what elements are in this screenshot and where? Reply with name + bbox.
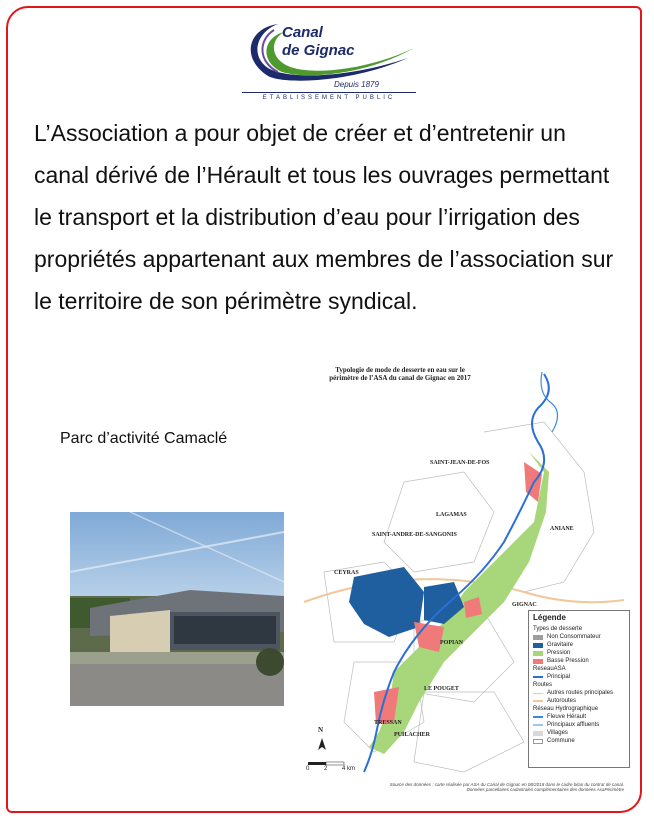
legend-group-routes-label: Routes xyxy=(533,682,553,688)
logo-divider xyxy=(242,92,416,93)
legend-swatch xyxy=(533,716,543,718)
legend-label: Autoroutes xyxy=(547,698,577,704)
north-label: N xyxy=(318,726,324,734)
legend-group-types xyxy=(533,625,625,633)
town-le-pouget: LE POUGET xyxy=(424,686,459,692)
legend-group-reseau-label: ReseauASA xyxy=(533,666,566,672)
legend-swatch xyxy=(533,700,543,702)
legend-swatch xyxy=(533,676,543,678)
legend-fleuve xyxy=(533,713,625,721)
legend-group-types-label: Types de desserte xyxy=(533,626,583,632)
legend-affluents xyxy=(533,721,625,729)
town-aniane: ANIANE xyxy=(550,526,574,532)
logo-subtitle: ETABLISSEMENT PUBLIC xyxy=(262,95,396,101)
legend-commune xyxy=(533,737,625,745)
legend-label: Pression xyxy=(547,650,571,656)
building-photo-image xyxy=(70,512,284,706)
town-saint-jean-de-fos: SAINT-JEAN-DE-FOS xyxy=(430,460,490,466)
legend-label: Gravitaire xyxy=(547,642,574,648)
camacle-photo xyxy=(70,512,284,706)
legend-villages xyxy=(533,729,625,737)
legend-label: Non Consommateur xyxy=(547,634,601,640)
legend-autres-routes xyxy=(533,689,625,697)
logo-name-line1: Canal xyxy=(282,24,323,41)
town-saint-andre: SAINT-ANDRE-DE-SANGONIS xyxy=(372,532,457,538)
legend-swatch xyxy=(533,659,543,664)
legend-swatch xyxy=(533,724,543,726)
legend-swatch xyxy=(533,643,543,648)
legend-label: Fleuve Hérault xyxy=(547,714,587,720)
legend-non-consommateur xyxy=(533,633,625,641)
legend-label: Villages xyxy=(547,730,568,736)
legend-label: Principaux affluents xyxy=(547,722,600,728)
town-popian: POPIAN xyxy=(440,640,463,646)
scale-label-4km: 4 km xyxy=(342,766,356,772)
map-title-line1: Typologie de mode de desserte en eau sur le xyxy=(335,366,465,374)
legend-label: Commune xyxy=(547,738,575,744)
town-lagamas: LAGAMAS xyxy=(436,512,467,518)
legend-label: Principal xyxy=(547,674,571,680)
town-puilacher: PUILACHER xyxy=(394,732,431,738)
desserte-map xyxy=(294,362,632,802)
legend-label: Basse Pression xyxy=(547,658,589,664)
map-title-line2: périmètre de l’ASA du canal de Gignac en 2017 xyxy=(329,374,471,382)
photo-caption: Parc d’activité Camaclé xyxy=(60,430,228,447)
legend-group-hydro xyxy=(533,705,625,713)
logo-name-line2: de Gignac xyxy=(282,42,355,59)
logo-since: Depuis 1879 xyxy=(334,80,379,89)
legend-swatch xyxy=(533,731,543,736)
legend-pression xyxy=(533,649,625,657)
legend-group-routes xyxy=(533,681,625,689)
legend-swatch xyxy=(533,635,543,640)
legend-basse-pression xyxy=(533,657,625,665)
map-source: Source des données : carte réalisée par ASA du Canal de Gignac en 08/2018 dans le cadre bilan du contrat de canal. Données parcellaires cadastrales complémentaires des données AsaPérimètre xyxy=(389,782,624,792)
zone-gravitaire xyxy=(349,567,424,637)
legend-group-reseau xyxy=(533,665,625,673)
town-ceyras: CEYRAS xyxy=(334,570,359,576)
legend-group-hydro-label: Réseau Hydrographique xyxy=(533,706,599,712)
legend-label: Autres routes principales xyxy=(547,690,614,696)
scale-labels xyxy=(304,760,364,776)
map-legend xyxy=(528,610,630,768)
association-purpose-paragraph: L’Association a pour objet de créer et d’entretenir un canal dérivé de l’Hérault et tous les ouvrages permettant le transport et la distribution d’eau pour l’irrigation des propriétés appartenant aux membres de l’association sur le territoire de son périmètre syndical. xyxy=(34,120,614,314)
legend-title: Légende xyxy=(533,613,566,622)
town-gignac: GIGNAC xyxy=(512,602,537,608)
legend-autoroutes xyxy=(533,697,625,705)
town-tressan: TRESSAN xyxy=(374,720,402,726)
legend-gravitaire xyxy=(533,641,625,649)
legend-swatch xyxy=(533,651,543,656)
north-arrow-icon xyxy=(318,738,326,750)
canal-de-gignac-logo xyxy=(238,18,418,106)
legend-swatch xyxy=(533,693,543,694)
legend-principal xyxy=(533,673,625,681)
legend-swatch xyxy=(533,739,543,744)
scale-label-0: 0 xyxy=(306,766,310,772)
scale-label-2: 2 xyxy=(324,766,328,772)
